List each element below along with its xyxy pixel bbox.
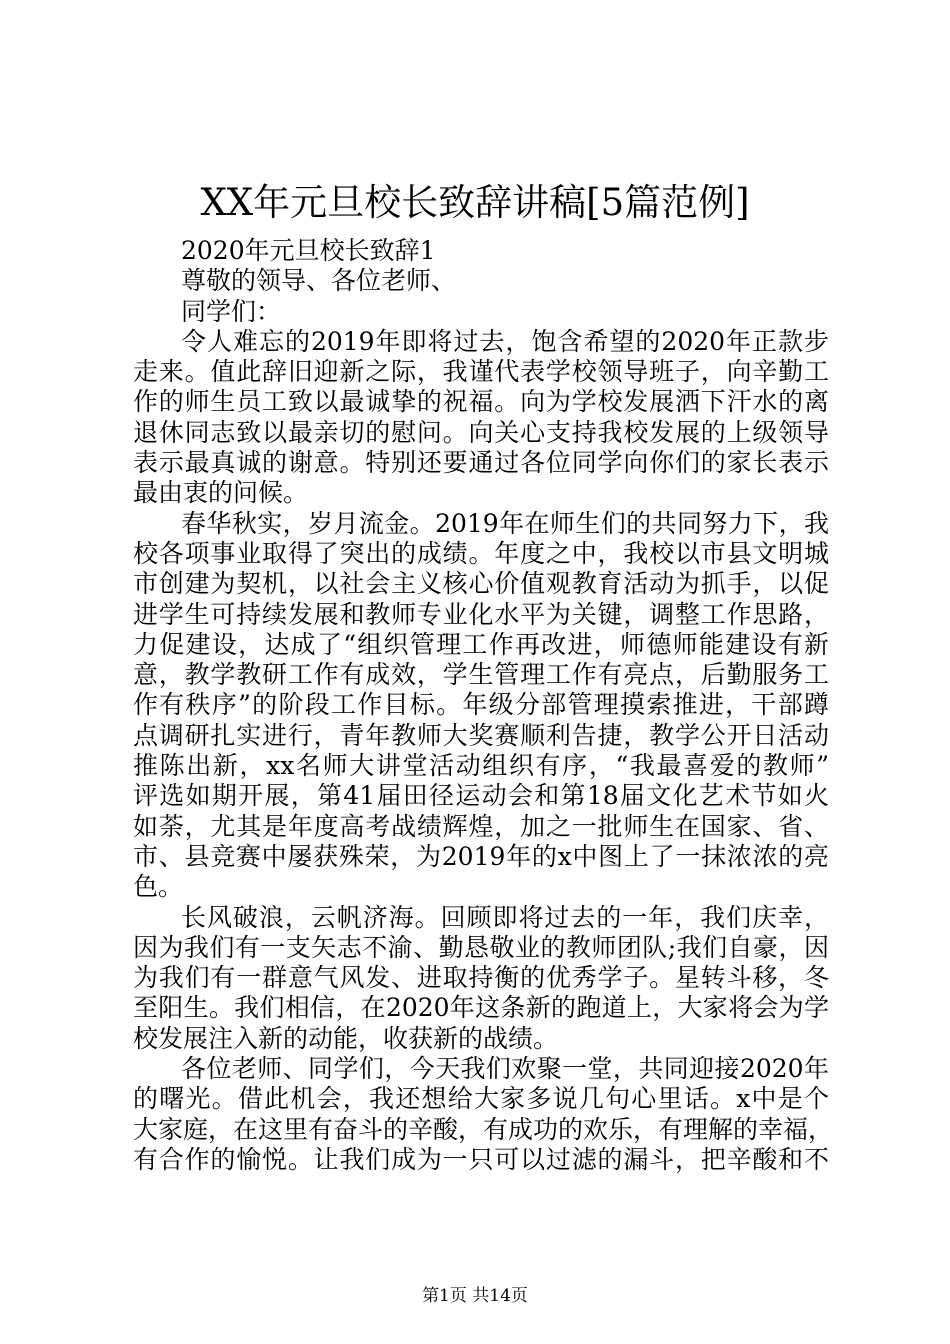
text-line: 力促建设，达成了“组织管理工作再改进，师德师能建设有新 (133, 629, 829, 659)
paragraph-3 (133, 903, 829, 1054)
text-line: 色。 (133, 872, 184, 902)
speech-heading: 2020年元旦校长致辞1 (181, 236, 436, 265)
page-number-footer: 第1页 共14页 (422, 1286, 528, 1306)
text-line: 为我们有一群意气风发、进取持衡的优秀学子。星转斗移，冬 (133, 963, 829, 993)
text-line: 推陈出新，xx名师大讲堂活动组织有序，“我最喜爱的教师” (133, 751, 829, 781)
text-line: 表示最真诚的谢意。特别还要通过各位同学向你们的家长表示 (133, 448, 829, 478)
paragraph-1 (133, 327, 829, 509)
text-line: 进学生可持续发展和教师专业化水平为关键，调整工作思路， (133, 599, 829, 629)
text-line: 有合作的愉悦。让我们成为一只可以过滤的漏斗，把辛酸和不 (133, 1144, 829, 1174)
text-line: 校发展注入新的动能，收获新的战绩。 (133, 1023, 559, 1053)
text-line: 评选如期开展，第41届田径运动会和第18届文化艺术节如火 (133, 781, 829, 811)
text-line: 各位老师、同学们，今天我们欢聚一堂，共同迎接2020年 (181, 1054, 829, 1084)
text-line: 因为我们有一支矢志不渝、勤恳敬业的教师团队;我们自豪，因 (133, 932, 829, 962)
text-line: 长风破浪，云帆济海。回顾即将过去的一年，我们庆幸， (181, 902, 829, 932)
text-line: 春华秋实，岁月流金。2019年在师生们的共同努力下，我 (181, 508, 829, 538)
text-line: 退休同志致以最亲切的慰问。向关心支持我校发展的上级领导 (133, 417, 829, 447)
text-line: 如荼，尤其是年度高考战绩辉煌，加之一批师生在国家、省、 (133, 811, 829, 841)
paragraph-4 (133, 1054, 834, 1175)
document-title: XX年元旦校长致辞讲稿[5篇范例] (200, 181, 750, 224)
text-line: 的曙光。借此机会，我还想给大家多说几句心里话。x中是个 (133, 1084, 829, 1114)
text-line: 令人难忘的2019年即将过去，饱含希望的2020年正款步 (181, 326, 829, 356)
text-line: 市、县竞赛中屡获殊荣，为2019年的x中图上了一抹浓浓的亮 (133, 841, 829, 871)
text-line: 市创建为契机，以社会主义核心价值观教育活动为抓手，以促 (133, 569, 829, 599)
document-body (133, 236, 834, 1175)
salutation-line: 同学们： (181, 296, 282, 326)
text-line: 最由衷的问候。 (133, 478, 309, 508)
text-line: 作的师生员工致以最诚挚的祝福。向为学校发展洒下汗水的离 (133, 387, 829, 417)
text-line: 点调研扎实进行，青年教师大奖赛顺利告捷，教学公开日活动 (133, 720, 829, 750)
text-line: 意，教学教研工作有成效，学生管理工作有亮点，后勤服务工 (133, 660, 829, 690)
text-line: 作有秩序”的阶段工作目标。年级分部管理摸索推进，干部蹲 (133, 690, 829, 720)
text-line: 校各项事业取得了突出的成绩。年度之中，我校以市县文明城 (133, 538, 829, 568)
heading-block (133, 236, 829, 327)
salutation-line: 尊敬的领导、各位老师、 (181, 266, 457, 296)
text-line: 走来。值此辞旧迎新之际，我谨代表学校领导班子，向辛勤工 (133, 357, 829, 387)
text-line: 大家庭，在这里有奋斗的辛酸，有成功的欢乐，有理解的幸福， (133, 1114, 834, 1144)
text-line: 至阳生。我们相信，在2020年这条新的跑道上，大家将会为学 (133, 993, 829, 1023)
paragraph-2 (133, 509, 829, 903)
